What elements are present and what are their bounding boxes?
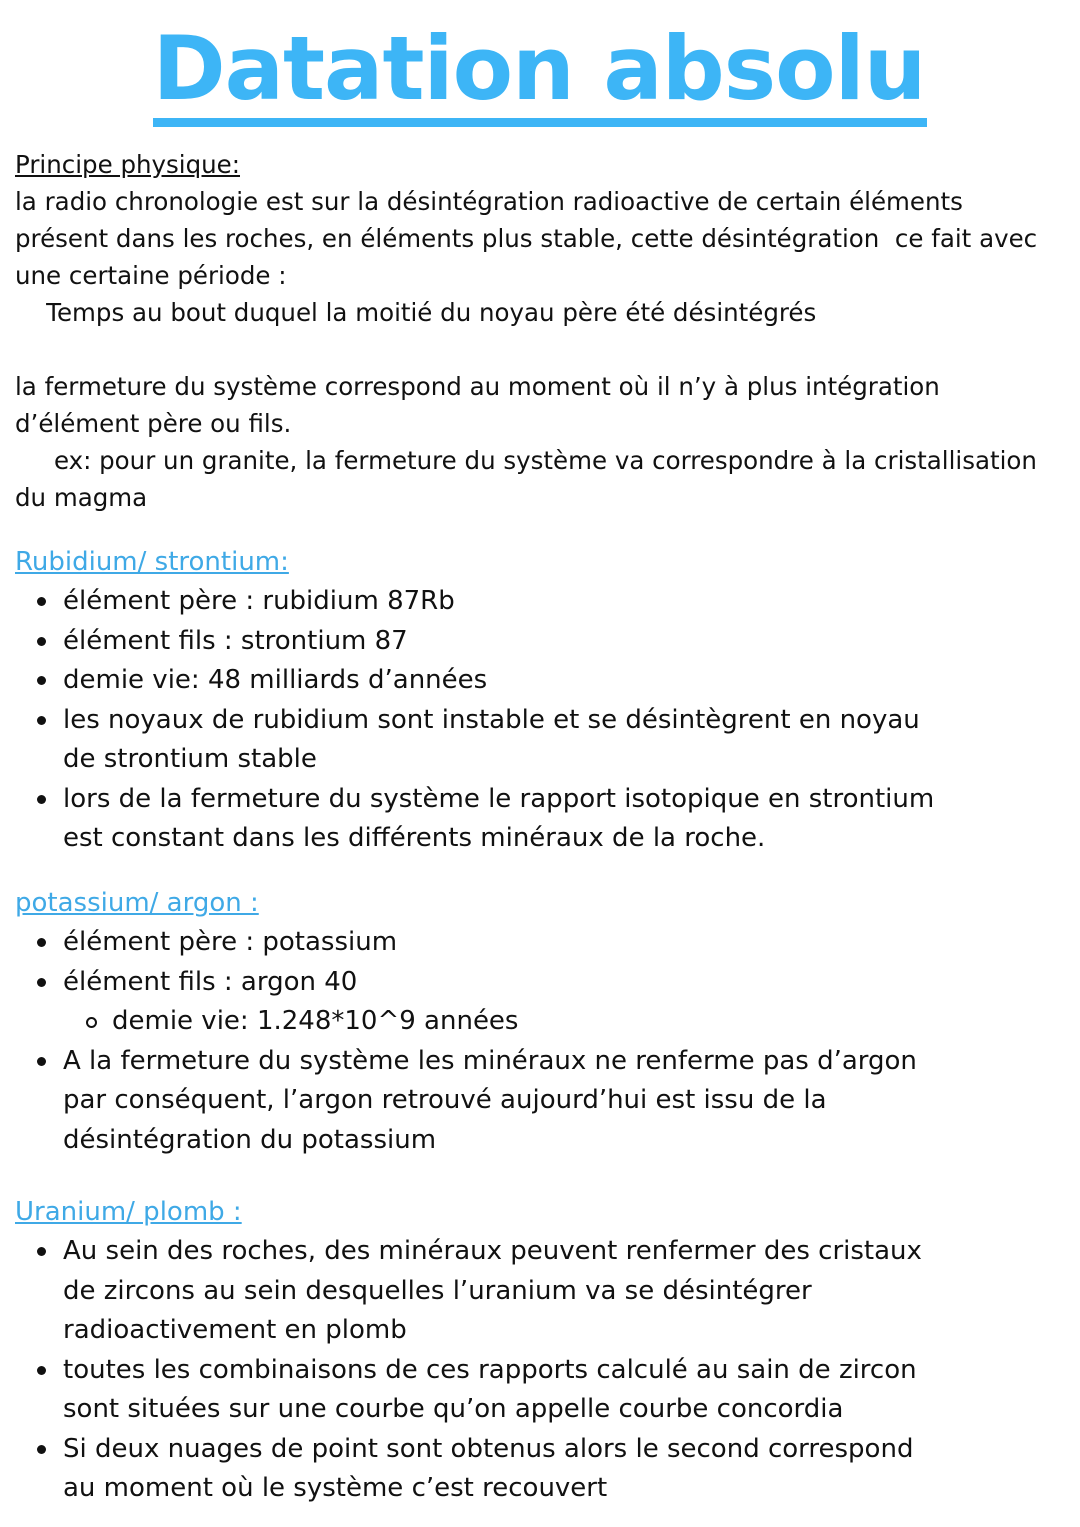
title-text: Datation absolu bbox=[153, 20, 928, 127]
list-item bbox=[15, 780, 934, 859]
list-item-line: demie vie: 1.248*10^9 années bbox=[112, 1006, 519, 1036]
paragraph-line: la fermeture du système correspond au moment où il n’y à plus intégration bbox=[15, 372, 940, 401]
list-item-line: radioactivement en plomb bbox=[63, 1315, 407, 1345]
list-item bbox=[15, 963, 917, 1003]
paragraph-line: d’élément père ou fils. bbox=[15, 409, 292, 438]
list-item-line: élément fils : strontium 87 bbox=[63, 625, 408, 656]
list-item-line: demie vie: 48 milliards d’années bbox=[63, 665, 488, 695]
list-item-line: sont situées sur une courbe qu’on appelle courbe concordia bbox=[63, 1394, 844, 1424]
list-item bbox=[15, 1430, 922, 1509]
list-item-line: Si deux nuages de point sont obtenus alors le second correspond bbox=[63, 1433, 914, 1464]
list-item bbox=[15, 701, 934, 780]
bullet-list bbox=[15, 923, 917, 1160]
list-item bbox=[15, 923, 917, 963]
list-item-line: par conséquent, l’argon retrouvé aujourd’hui est issu de la bbox=[63, 1085, 827, 1115]
list-item bbox=[15, 1351, 922, 1430]
paragraph-line: Temps au bout duquel la moitié du noyau père été désintégrés bbox=[15, 298, 817, 327]
list-item bbox=[15, 1232, 922, 1351]
paragraph-line: présent dans les roches, en éléments plus stable, cette désintégration ce fait avec bbox=[15, 224, 1038, 253]
section-potassium-argon bbox=[15, 883, 917, 1160]
list-item-line: élément fils : argon 40 bbox=[63, 966, 358, 997]
section-heading: Rubidium/ strontium: bbox=[15, 547, 289, 577]
list-item-line: A la fermeture du système les minéraux ne renferme pas d’argon bbox=[63, 1045, 917, 1076]
list-item bbox=[15, 622, 934, 662]
paragraph-line: du magma bbox=[15, 483, 148, 512]
list-item-line: les noyaux de rubidium sont instable et se désintègrent en noyau bbox=[63, 704, 920, 735]
list-item-line: élément père : rubidium 87Rb bbox=[63, 586, 455, 616]
bullet-list bbox=[15, 582, 934, 859]
list-item-line: désintégration du potassium bbox=[63, 1124, 437, 1155]
list-item bbox=[15, 661, 934, 701]
list-item-line: de strontium stable bbox=[63, 744, 317, 774]
list-item-line: Au sein des roches, des minéraux peuvent renfermer des cristaux bbox=[63, 1236, 922, 1266]
paragraph-line: la radio chronologie est sur la désintégration radioactive de certain éléments bbox=[15, 187, 963, 216]
list-item-line: de zircons au sein desquelles l’uranium va se désintégrer bbox=[63, 1275, 812, 1306]
section-uranium-plomb bbox=[15, 1192, 922, 1509]
section-rubidium-strontium bbox=[15, 542, 934, 859]
bullet-list bbox=[15, 1232, 922, 1509]
list-item-line: est constant dans les différents minéraux de la roche. bbox=[63, 823, 766, 853]
section-heading: Uranium/ plomb : bbox=[15, 1197, 242, 1227]
principe-paragraph-2 bbox=[15, 368, 1037, 516]
list-item-line: élément père : potassium bbox=[63, 927, 398, 957]
list-item-line: lors de la fermeture du système le rapport isotopique en strontium bbox=[63, 783, 935, 814]
principe-section bbox=[15, 146, 1037, 516]
list-item bbox=[15, 1002, 917, 1042]
list-item-line: toutes les combinaisons de ces rapports calculé au sain de zircon bbox=[63, 1354, 917, 1385]
section-heading: potassium/ argon : bbox=[15, 888, 259, 918]
list-item bbox=[15, 1042, 917, 1161]
page-title bbox=[0, 14, 1080, 127]
list-item bbox=[15, 582, 934, 622]
paragraph-line: ex: pour un granite, la fermeture du système va correspondre à la cristallisation bbox=[15, 446, 1037, 475]
list-item-line: au moment où le système c’est recouvert bbox=[63, 1473, 608, 1503]
paragraph-line: une certaine période : bbox=[15, 261, 287, 290]
principe-paragraph-1 bbox=[15, 183, 1037, 331]
principe-heading: Principe physique: bbox=[15, 150, 240, 179]
